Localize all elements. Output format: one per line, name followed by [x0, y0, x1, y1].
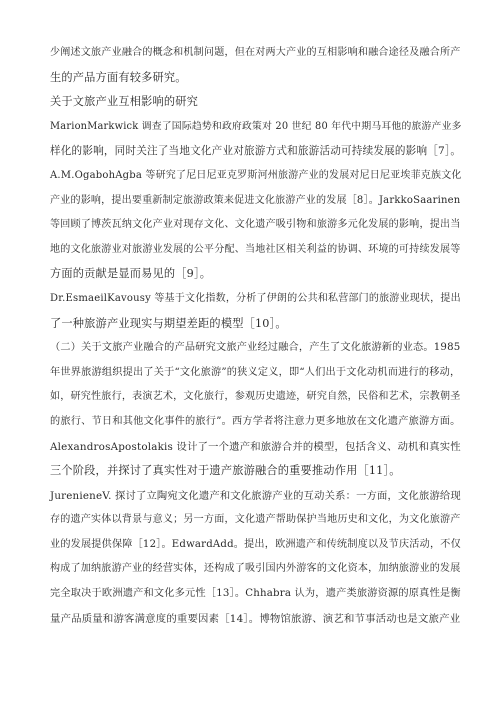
text-line-1: 少阐述文旅产业融合的概念和机制问题，但在对两大产业的互相影响和融合途径及融合所产 [50, 47, 461, 58]
text-line-5: 样化的影响，同时关注了当地文化产业对旅游方式和旅游活动可持续发展的影响［7］。 [50, 145, 462, 158]
text-line-20: 存的遗产实体以背景与意义；另一方面，文化遗产帮助保护当地历史和文化，为文化旅游产 [50, 514, 461, 526]
text-line-10: 方面的贡献是显而易见的［9］。 [50, 267, 212, 281]
text-line-6: A.M.OgabohAgba 等研究了尼日尼亚克罗斯河州旅游产业的发展对尼日尼亚埃菲克族文化 [50, 169, 462, 181]
text-line-4: MarionMarkwick 调查了国际趋势和政府政策对 20 世纪 80 年代中期马耳他的旅游产业多 [50, 120, 462, 132]
text-line-15: 如，研究性旅行，表演艺术，文化旅行，参观历史遗迹，研究自然，民俗和艺术，宗教朝圣 [50, 391, 461, 403]
text-line-17: AlexandrosApostolakis 设计了一个遗产和旅游合并的模型，包括含义、动机和真实性 [50, 440, 461, 453]
text-line-18: 三个阶段，并探讨了真实性对于遗产旅游融合的重要推动作用［11］。 [50, 464, 401, 478]
text-line-11: Dr.EsmaeilKavousy 等基于文化指数，分析了伊朗的公共和私营部门的旅游业现状，提出 [50, 292, 461, 304]
text-line-19: JurenieneV. 探讨了立陶宛文化遗产和文化旅游产业的互动关系：一方面，文化旅游给现 [50, 489, 461, 502]
text-line-24: 量产品质量和游客满意度的重要因素［14］。博物馆旅游、演艺和节事活动也是文旅产业 [50, 612, 461, 625]
body-text [50, 41, 460, 631]
text-line-16: 的旅行、节日和其他文化事件的旅行”。西方学者将注意力更多地放在文化遗产旅游方面。 [50, 415, 461, 427]
text-line-14: 年世界旅游组织提出了关于“文化旅游”的狭义定义，即“人们出于文化动机而进行的移动， [50, 366, 461, 378]
text-line-12: 了一种旅游产业现实与期望差距的模型［10］。 [50, 316, 287, 330]
text-line-2: 生的产品方面有较多研究。 [50, 70, 187, 84]
text-line-9: 地的文化旅游业对旅游业发展的公平分配、当地社区相关利益的协调、环境的可持续发展等 [50, 243, 461, 255]
text-line-7: 产业的影响，提出要重新制定旅游政策来促进文化旅游产业的发展［8］。JarkkoSaarinen [50, 194, 461, 206]
section-heading: 关于文旅产业互相影响的研究 [50, 95, 199, 109]
text-line-8: 等回顾了博茨瓦纳文化产业对现存文化、文化遗产吸引物和旅游多元化发展的影响，提出当 [50, 219, 461, 231]
text-line-21: 业的发展提供保障［12］。EdwardAdd。提出，欧洲遗产和传统制度以及节庆活动，不仅 [50, 538, 461, 550]
text-line-13: （二）关于文旅产业融合的产品研究文旅产业经过融合，产生了文化旅游新的业态。1985 [50, 342, 461, 354]
text-line-23: 完全取决于欧洲遗产和文化多元性［13］。Chhabra 认为，遗产类旅游资源的原真性是衡 [50, 588, 461, 600]
text-line-22: 构成了加纳旅游产业的经营实体，还构成了吸引国内外游客的文化资本，加纳旅游业的发展 [50, 563, 461, 575]
